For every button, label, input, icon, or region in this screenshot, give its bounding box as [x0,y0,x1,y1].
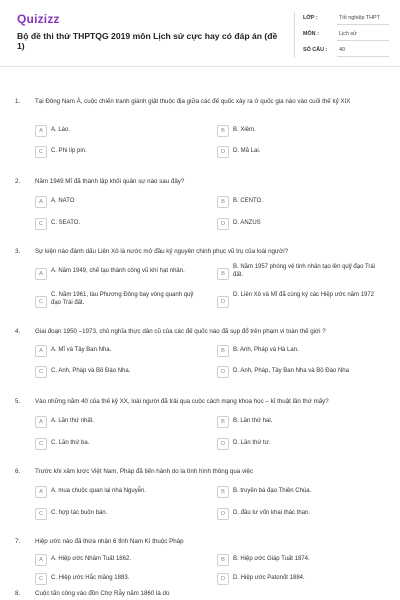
question-text: Cuộc tấn công vào đồn Chợ Rẫy năm 1860 là do [35,590,170,597]
option-letter: A [35,416,47,428]
option-text: D. Lần thứ tư. [233,440,271,446]
question-number: 4. [15,328,21,335]
quizizz-logo: Quizizz [17,12,60,26]
option-text: A. Lào. [51,127,71,133]
option-text: C. Năm 1961, tàu Phương Đông bay vòng quanh quỹ đạo Trái đất. [51,292,194,306]
option-text: B. Anh, Pháp và Hà Lan. [233,347,299,353]
question-text: Trước khi xâm lược Việt Nam, Pháp đã tiến hành do la tình hình thông qua việc [35,468,253,475]
question-text: Vào những năm 40 của thế kỷ XX, loài người đã trải qua cuộc cách mạng khoa học – kĩ thuật lần thứ mấy? [35,398,329,405]
option-text: B. Xiêm. [233,127,256,133]
option-letter: D [217,438,229,450]
option-letter: C [35,218,47,230]
option-letter: B [217,125,229,137]
meta-underline [337,56,389,57]
option-letter: A [35,125,47,137]
option-text: B. Năm 1957 phóng vệ tinh nhân tạo lên quỹ đạo Trái đất. [233,264,376,278]
question-number: 3. [15,248,21,255]
option-letter: C [35,573,47,585]
question-text: Hiệp ước nào đã thừa nhận 6 tỉnh Nam Kì thuộc Pháp [35,538,184,545]
header-separator [0,66,400,67]
worksheet-header [0,0,400,66]
meta-value: Tốt nghiệp THPT [339,15,380,21]
option-text: C. Phi líp pin. [51,148,87,154]
meta-underline [337,40,389,41]
meta-class [303,12,389,25]
option-letter: C [35,366,47,378]
option-text: B. Lần thứ hai. [233,418,273,424]
option-text: A. Năm 1949, chế tạo thành công vũ khí hạt nhân. [51,268,185,274]
option-letter: C [35,296,47,308]
question-number: 2. [15,178,21,185]
option-text: D. Mã Lai. [233,148,261,154]
option-text: D. Hiệp ước Patonốt 1884. [233,575,305,581]
option-text: C. Hiệp ước Hắc măng 1883. [51,575,130,581]
header-divider [294,12,295,58]
option-text: A. NATO [51,198,75,204]
question-text: Năm 1949 Mĩ đã thành lập khối quân sự nào sau đây? [35,178,185,185]
option-letter: B [217,416,229,428]
question-text: Tại Đông Nam Á, cuộc chiến tranh giành giật thuộc địa giữa các đế quốc xảy ra ở quốc gia nào vào cuối thế kỷ XIX [35,98,351,105]
option-letter: A [35,268,47,280]
question-number: 1. [15,98,21,105]
option-letter: A [35,196,47,208]
option-text: C. SEATO. [51,220,81,226]
option-letter: B [217,196,229,208]
option-text: D. đầu tư vốn khai thác than. [233,510,311,516]
option-text: B. CENTO. [233,198,263,204]
meta-key: MÔN : [303,31,319,37]
option-text: B. Hiệp ước Giáp Tuất 1874. [233,556,310,562]
question-number: 7. [15,538,21,545]
option-text: A. mua chuộc quan lại nhà Nguyễn. [51,488,147,494]
option-text: D. Liên Xô và Mĩ đã cùng ký các Hiệp ước năm 1972 [233,292,375,298]
option-text: B. truyền bá đạo Thiên Chúa. [233,488,312,494]
page-title: Bộ đề thi thử THPTQG 2019 môn Lịch sử cực hay có đáp án (đề 1) [17,31,278,51]
question-number: 5. [15,398,21,405]
option-letter: D [217,573,229,585]
option-letter: B [217,268,229,280]
option-letter: D [217,296,229,308]
option-letter: D [217,146,229,158]
option-text: A. Mĩ và Tây Ban Nha. [51,347,112,353]
option-letter: C [35,508,47,520]
option-letter: B [217,345,229,357]
meta-key: SỐ CÂU : [303,47,328,53]
option-letter: A [35,486,47,498]
option-letter: D [217,508,229,520]
option-text: A. Lần thứ nhất. [51,418,95,424]
option-letter: D [217,366,229,378]
option-letter: C [35,146,47,158]
option-letter: A [35,345,47,357]
option-text: D. Anh, Pháp, Tây Ban Nha và Bồ Đào Nha [233,368,349,374]
question-text: Sự kiện nào đánh dấu Liên Xô là nước mở đầu kỷ nguyên chinh phục vũ trụ của loài người? [35,248,289,255]
meta-subject [303,28,389,41]
option-text: C. Lần thứ ba. [51,440,90,446]
meta-value: Lịch sử [339,31,357,37]
meta-key: LỚP : [303,15,318,21]
option-text: C. Anh, Pháp và Bồ Đào Nha. [51,368,131,374]
option-letter: C [35,438,47,450]
question-number: 8. [15,590,21,597]
option-text: C. hợp tác buôn bán. [51,510,108,516]
option-letter: D [217,218,229,230]
option-text: D. ANZUS [233,220,261,226]
question-number: 6. [15,468,21,475]
option-text: A. Hiệp ước Nhâm Tuất 1862. [51,556,131,562]
option-letter: B [217,554,229,566]
meta-value: 40 [339,47,345,53]
meta-underline [337,24,389,25]
option-letter: B [217,486,229,498]
meta-question-count [303,44,389,57]
question-text: Giai đoạn 1950 –1973, chủ nghĩa thực dân cũ của các đế quốc nào đã sụp đổ trên phạm vi toàn thế giới ? [35,328,326,335]
option-letter: A [35,554,47,566]
